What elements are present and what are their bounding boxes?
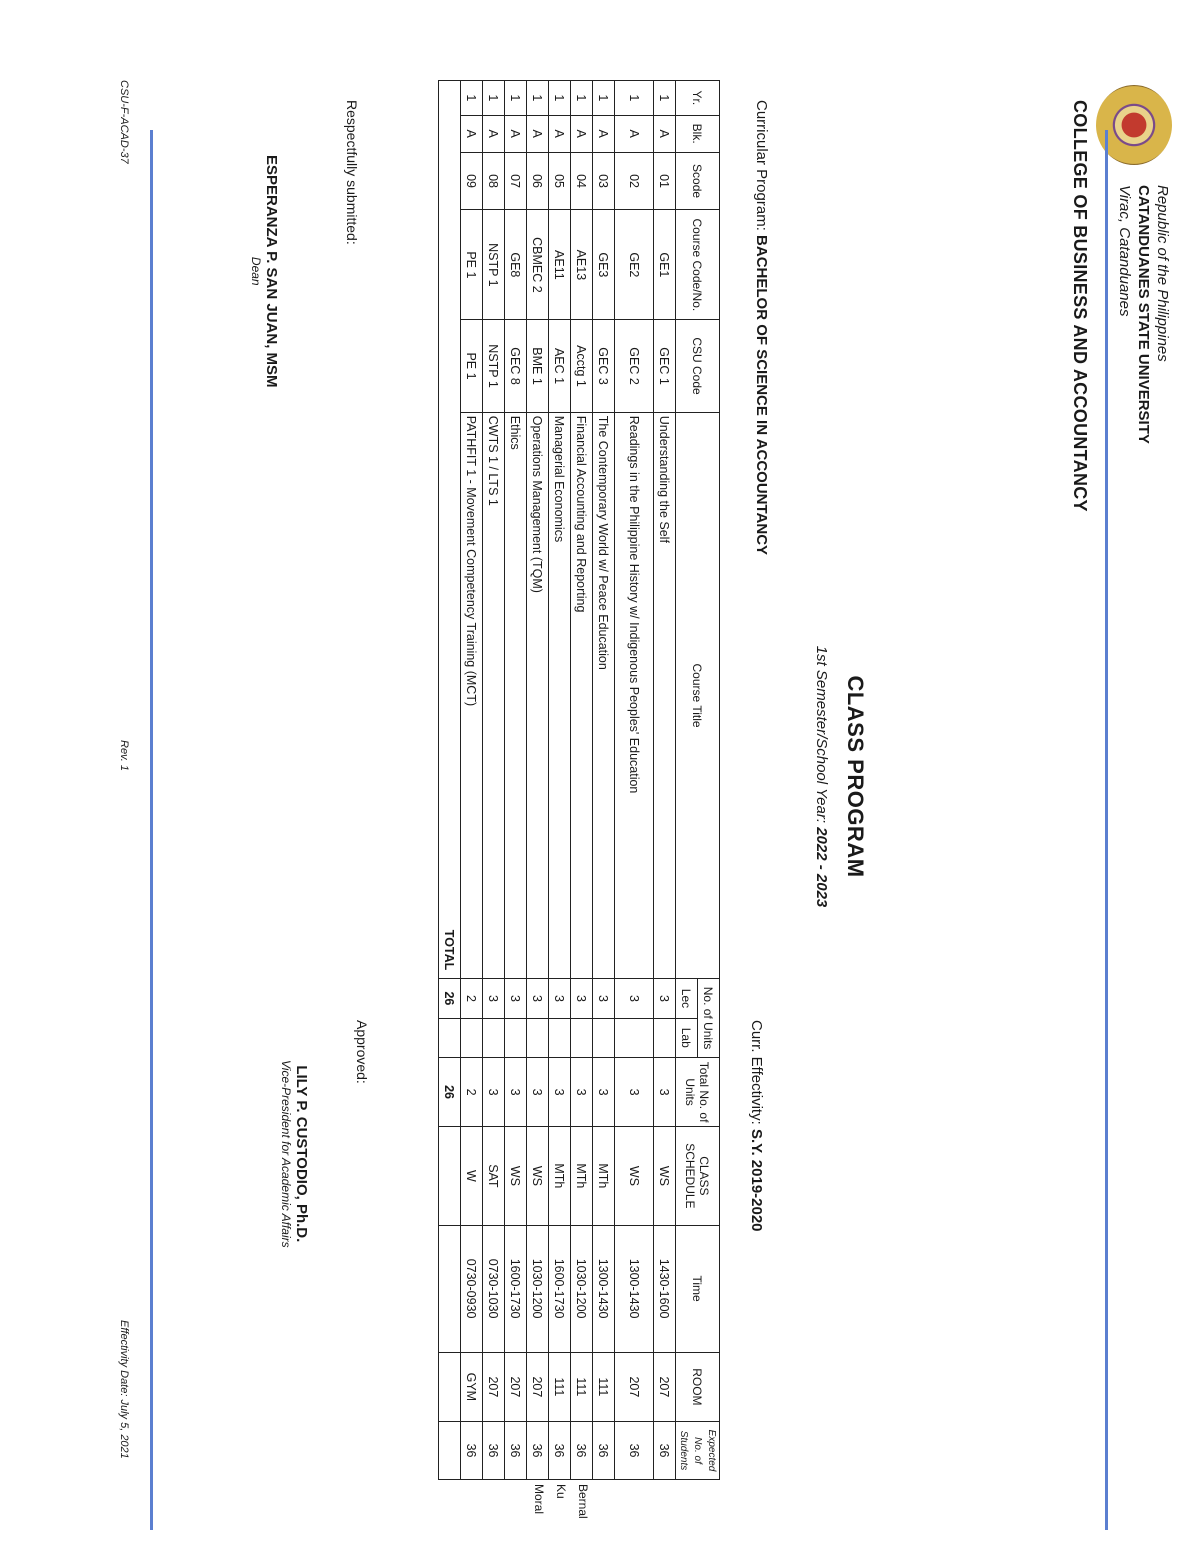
cell-title: Financial Accounting and Reporting [571,412,593,979]
cell-schedule: WS [615,1127,654,1225]
cell-room: 111 [571,1352,593,1421]
cell-schedule: SAT [483,1127,505,1225]
table-row [549,81,571,1480]
table-row [505,81,527,1480]
cell-time: 1030-1200 [527,1225,549,1352]
cell-schedule: MTh [549,1127,571,1225]
semester-label: 1st Semester/School Year: [813,645,830,824]
submitted-name: ESPERANZA P. SAN JUAN, MSM [263,155,280,388]
cell-course-code: NSTP 1 [483,210,505,320]
cell-schedule: W [461,1127,483,1225]
cell-blk: A [461,115,483,152]
margin-note: Ku [554,1484,568,1499]
footer-rule [150,130,153,1530]
cell-room: 207 [483,1352,505,1421]
cell-title: Understanding the Self [654,412,676,979]
col-lab: Lab [676,1018,698,1057]
cell-title: Operations Management (TQM) [527,412,549,979]
cell-total: 3 [527,1057,549,1126]
semester-line [813,0,830,1553]
cell-lec: 2 [461,979,483,1018]
cell-scode: 08 [483,152,505,210]
cell-course-code: GE3 [593,210,615,320]
cell-title: Ethics [505,412,527,979]
effectivity-label: Curr. Effectivity: [748,1020,765,1125]
cell-lec: 3 [505,979,527,1018]
cell-schedule: MTh [593,1127,615,1225]
cell-lab [461,1018,483,1057]
cell-title: Managerial Economics [549,412,571,979]
col-csu-code: CSU Code [676,320,720,412]
approved-role: Vice-President for Academic Affairs [279,1060,293,1248]
cell-lab [549,1018,571,1057]
table-row [527,81,549,1480]
cell-course-code: AE11 [549,210,571,320]
cell-time: 0730-0930 [461,1225,483,1352]
cell-lec: 3 [593,979,615,1018]
col-total-units: Total No. of Units [676,1057,720,1126]
cell-total: 3 [571,1057,593,1126]
class-program-table [438,80,720,1480]
cell-lec: 3 [571,979,593,1018]
submitted-block [249,155,280,388]
cell-time: 1300-1430 [615,1225,654,1352]
cell-schedule: MTh [571,1127,593,1225]
page-title: CLASS PROGRAM [843,675,868,878]
cell-lab [615,1018,654,1057]
margin-note: Moral [532,1484,546,1515]
program-line [753,100,770,555]
cell-csu-code: PE 1 [461,320,483,412]
cell-lec: 3 [483,979,505,1018]
col-lec: Lec [676,979,698,1018]
cell-csu-code: GEC 1 [654,320,676,412]
cell-blk: A [615,115,654,152]
cell-students: 36 [615,1422,654,1480]
cell-course-code: CBMEC 2 [527,210,549,320]
effectivity-date: Effectivity Date: July 5, 2021 [118,1320,130,1459]
cell-students: 36 [483,1422,505,1480]
cell-time: 1600-1730 [549,1225,571,1352]
col-room: ROOM [676,1352,720,1421]
approved-label: Approved: [354,1020,370,1084]
cell-yr: 1 [527,81,549,116]
cell-room: 207 [615,1352,654,1421]
cell-yr: 1 [615,81,654,116]
col-yr: Yr. [676,81,720,116]
cell-room: GYM [461,1352,483,1421]
col-units-group: No. of Units [698,979,720,1058]
cell-scode: 05 [549,152,571,210]
cell-course-code: AE13 [571,210,593,320]
cell-yr: 1 [483,81,505,116]
col-schedule: CLASS SCHEDULE [676,1127,720,1225]
university-location: Virac, Catanduanes [1116,185,1133,317]
cell-scode: 04 [571,152,593,210]
cell-scode: 06 [527,152,549,210]
cell-scode: 07 [505,152,527,210]
cell-lab [483,1018,505,1057]
cell-room: 111 [549,1352,571,1421]
cell-csu-code: GEC 3 [593,320,615,412]
school-year: 2022 - 2023 [813,827,830,908]
cell-course-code: PE 1 [461,210,483,320]
cell-students: 36 [549,1422,571,1480]
cell-yr: 1 [571,81,593,116]
cell-lec: 3 [615,979,654,1018]
cell-scode: 02 [615,152,654,210]
effectivity-line [748,1020,765,1232]
cell-title: PATHFIT 1 - Movement Competency Training (MCT) [461,412,483,979]
cell-lab [571,1018,593,1057]
form-code: CSU-F-ACAD-37 [118,80,130,164]
college-name: COLLEGE OF BUSINESS AND ACCOUNTANCY [1070,100,1090,512]
cell-scode: 03 [593,152,615,210]
header-rule [1105,130,1108,1530]
cell-blk: A [571,115,593,152]
cell-blk: A [593,115,615,152]
cell-lec: 3 [527,979,549,1018]
cell-blk: A [549,115,571,152]
cell-students: 36 [505,1422,527,1480]
cell-lab [654,1018,676,1057]
cell-course-code: GE1 [654,210,676,320]
total-units: 26 [439,1057,461,1126]
effectivity-value: S.Y. 2019-2020 [748,1128,765,1232]
cell-csu-code: AEC 1 [549,320,571,412]
cell-total: 3 [549,1057,571,1126]
cell-blk: A [654,115,676,152]
submitted-label: Respectfully submitted: [344,100,360,245]
cell-total: 3 [654,1057,676,1126]
cell-lab [527,1018,549,1057]
table-row [615,81,654,1480]
cell-room: 207 [505,1352,527,1421]
cell-blk: A [483,115,505,152]
col-scode: Scode [676,152,720,210]
table-row [593,81,615,1480]
cell-room: 207 [527,1352,549,1421]
total-label: TOTAL [439,81,461,979]
cell-lec: 3 [654,979,676,1018]
cell-blk: A [505,115,527,152]
program-name: BACHELOR OF SCIENCE IN ACCOUNTANCY [753,235,770,556]
cell-schedule: WS [527,1127,549,1225]
cell-room: 207 [654,1352,676,1421]
submitted-role: Dean [249,256,263,286]
approved-name: LILY P. CUSTODIO, Ph.D. [293,1065,310,1243]
program-label: Curricular Program: [753,100,770,231]
cell-yr: 1 [654,81,676,116]
cell-yr: 1 [505,81,527,116]
col-blk: Blk. [676,115,720,152]
cell-yr: 1 [549,81,571,116]
cell-csu-code: GEC 8 [505,320,527,412]
cell-total: 3 [615,1057,654,1126]
cell-room: 111 [593,1352,615,1421]
cell-time: 1300-1430 [593,1225,615,1352]
total-lec: 26 [439,979,461,1018]
university-name: CATANDUANES STATE UNIVERSITY [1135,185,1152,444]
cell-lab [505,1018,527,1057]
cell-time: 0730-1030 [483,1225,505,1352]
margin-note: Bernal [576,1484,590,1519]
cell-students: 36 [527,1422,549,1480]
cell-scode: 01 [654,152,676,210]
col-expected: Expected No. of Students [676,1422,720,1480]
table-body [461,81,676,1480]
cell-title: Readings in the Philippine History w/ Indigenous Peoples' Education [615,412,654,979]
cell-total: 3 [505,1057,527,1126]
cell-scode: 09 [461,152,483,210]
cell-csu-code: BME 1 [527,320,549,412]
cell-schedule: WS [505,1127,527,1225]
cell-total: 3 [483,1057,505,1126]
cell-total: 3 [593,1057,615,1126]
cell-students: 36 [571,1422,593,1480]
cell-students: 36 [654,1422,676,1480]
table-row [483,81,505,1480]
cell-course-code: GE8 [505,210,527,320]
table-total-row [439,81,461,1480]
col-course-code: Course Code/No. [676,210,720,320]
cell-yr: 1 [461,81,483,116]
cell-time: 1030-1200 [571,1225,593,1352]
cell-csu-code: NSTP 1 [483,320,505,412]
cell-time: 1430-1600 [654,1225,676,1352]
table-header-row [698,81,720,1480]
cell-schedule: WS [654,1127,676,1225]
table-row [571,81,593,1480]
cell-time: 1600-1730 [505,1225,527,1352]
university-block [1115,185,1172,444]
col-course-title: Course Title [676,412,720,979]
cell-blk: A [527,115,549,152]
cell-csu-code: Acctg 1 [571,320,593,412]
cell-lec: 3 [549,979,571,1018]
cell-title: The Contemporary World w/ Peace Education [593,412,615,979]
cell-students: 36 [461,1422,483,1480]
col-time: Time [676,1225,720,1352]
revision: Rev. 1 [118,740,130,771]
cell-students: 36 [593,1422,615,1480]
table-row [461,81,483,1480]
cell-yr: 1 [593,81,615,116]
table-row [654,81,676,1480]
cell-total: 2 [461,1057,483,1126]
republic-line: Republic of the Philippines [1154,185,1171,362]
approved-block [279,1060,310,1248]
cell-course-code: GE2 [615,210,654,320]
cell-title: CWTS 1 / LTS 1 [483,412,505,979]
cell-csu-code: GEC 2 [615,320,654,412]
cell-lab [593,1018,615,1057]
